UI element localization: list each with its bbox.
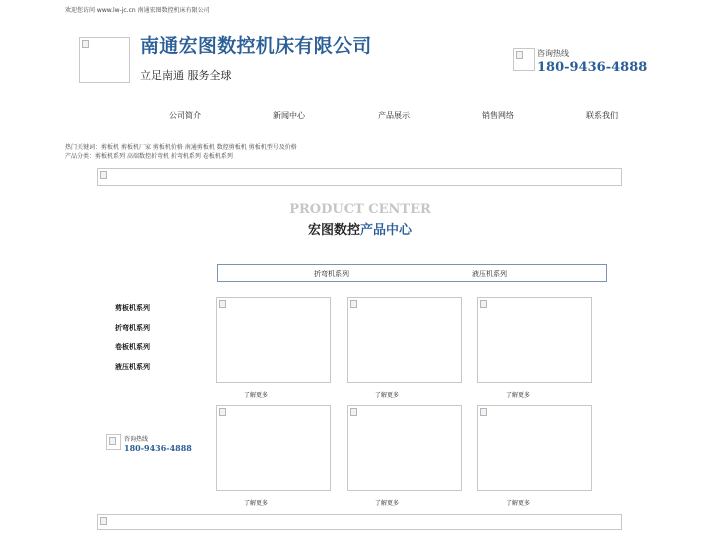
- hotline-phone-icon: [513, 48, 535, 71]
- learn-more-link[interactable]: 了解更多: [506, 392, 531, 399]
- sidebar-item-rolling[interactable]: 卷板机系列: [115, 343, 150, 351]
- sidebar-hotline-label: 咨询热线: [124, 436, 149, 443]
- keyword-link[interactable]: 南通剪板机: [184, 144, 215, 151]
- categories-label: 产品分类：: [65, 153, 96, 160]
- learn-more-link[interactable]: 了解更多: [375, 500, 400, 507]
- category-link[interactable]: 折弯机系列: [170, 153, 201, 160]
- product-image[interactable]: [477, 297, 592, 383]
- product-image[interactable]: [477, 405, 592, 491]
- product-image[interactable]: [216, 405, 331, 491]
- sidebar-item-shearing[interactable]: 剪板机系列: [115, 304, 150, 312]
- tab-hydraulic-press[interactable]: 液压机系列: [472, 270, 507, 278]
- product-center-title-en: PRODUCT CENTER: [289, 202, 431, 217]
- logo-image[interactable]: [79, 37, 130, 83]
- banner-image: [97, 168, 622, 186]
- sidebar-hotline-phone[interactable]: 180-9436-4888: [124, 443, 192, 453]
- keyword-link[interactable]: 剪板机型号及价格: [248, 144, 297, 151]
- bottom-banner-image: [97, 514, 622, 530]
- welcome-text: 欢迎您访问 www.lw-jc.cn 南通宏图数控机床有限公司: [65, 7, 210, 14]
- keyword-link[interactable]: 剪板机: [101, 144, 120, 151]
- sidebar-item-bending[interactable]: 折弯机系列: [115, 324, 150, 332]
- keyword-link[interactable]: 剪板机厂家: [120, 144, 151, 151]
- hot-keywords: [65, 142, 297, 151]
- learn-more-link[interactable]: 了解更多: [375, 392, 400, 399]
- title-prefix: 宏图数控: [307, 223, 360, 238]
- product-categories: [65, 151, 233, 160]
- company-name: 南通宏图数控机床有限公司: [140, 35, 372, 57]
- keyword-link[interactable]: 数控剪板机: [216, 144, 247, 151]
- keyword-link[interactable]: 剪板机价格: [152, 144, 183, 151]
- hot-keywords-label: 热门关键词：: [65, 144, 102, 151]
- nav-item-sales-network[interactable]: 销售网络: [482, 111, 514, 120]
- learn-more-link[interactable]: 了解更多: [244, 392, 269, 399]
- nav-item-about[interactable]: 公司简介: [169, 111, 201, 120]
- hotline-label: 咨询热线: [537, 49, 569, 58]
- nav-item-products[interactable]: 产品展示: [378, 111, 410, 120]
- category-link[interactable]: 卷板机系列: [202, 153, 233, 160]
- nav-item-news[interactable]: 新闻中心: [273, 111, 305, 120]
- product-image[interactable]: [347, 297, 462, 383]
- main-nav: [0, 110, 720, 122]
- sidebar-phone-icon: [106, 434, 121, 450]
- tab-bending-machine[interactable]: 折弯机系列: [314, 270, 349, 278]
- learn-more-link[interactable]: 了解更多: [244, 500, 269, 507]
- product-tabs: [217, 264, 607, 282]
- nav-item-contact[interactable]: 联系我们: [586, 111, 618, 120]
- sidebar-item-hydraulic[interactable]: 液压机系列: [115, 363, 150, 371]
- product-image[interactable]: [347, 405, 462, 491]
- title-accent: 产品中心: [360, 223, 413, 238]
- product-center-title-cn: [0, 219, 720, 238]
- category-link[interactable]: 高端数控折弯机: [126, 153, 169, 160]
- company-slogan: 立足南通 服务全球: [140, 69, 232, 82]
- learn-more-link[interactable]: 了解更多: [506, 500, 531, 507]
- product-image[interactable]: [216, 297, 331, 383]
- category-link[interactable]: 剪板机系列: [95, 153, 126, 160]
- hotline-phone[interactable]: 180-9436-4888: [537, 60, 648, 75]
